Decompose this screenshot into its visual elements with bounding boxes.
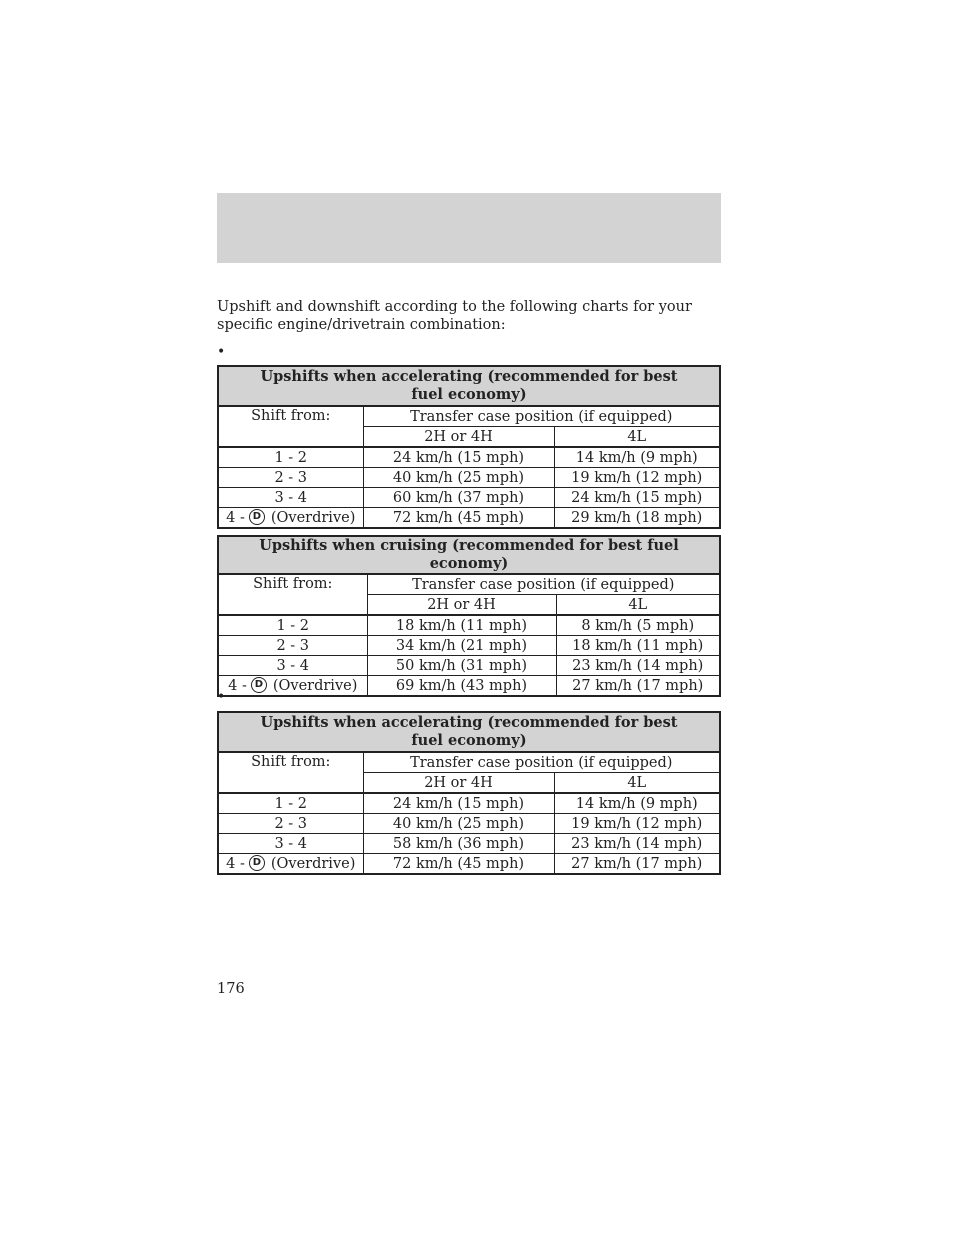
intro-paragraph: Upshift and downshift according to the following charts for your specific engine/drivetrain combination:: [217, 299, 692, 333]
table-row: [218, 834, 720, 854]
table-title: Upshifts when accelerating (recommended for best fuel economy): [218, 712, 720, 752]
shift-suffix: (Overdrive): [270, 855, 356, 872]
cruising-shift-table: [217, 535, 721, 697]
speed-2h-cell: 72 km/h (45 mph): [363, 854, 554, 875]
shift-suffix: (Overdrive): [272, 677, 358, 694]
col-header-4l: 4L: [554, 427, 720, 448]
bullet-1: •: [217, 344, 226, 360]
speed-4l-cell: 24 km/h (15 mph): [554, 488, 720, 508]
shift-suffix: (Overdrive): [270, 509, 356, 526]
section-header-band: [217, 193, 721, 263]
speed-2h-cell: 60 km/h (37 mph): [363, 488, 554, 508]
speed-2h-cell: 69 km/h (43 mph): [367, 676, 556, 697]
col-header-2h: 2H or 4H: [363, 773, 554, 794]
page-number: 176: [217, 981, 245, 997]
drive-circle-icon: D: [249, 509, 265, 525]
speed-4l-cell: 19 km/h (12 mph): [554, 468, 720, 488]
speed-4l-cell: 27 km/h (17 mph): [554, 854, 720, 875]
shift-cell: 3 - 4: [218, 834, 363, 854]
col-header-2h: 2H or 4H: [367, 595, 556, 616]
col-header-4l: 4L: [556, 595, 720, 616]
speed-2h-cell: 40 km/h (25 mph): [363, 814, 554, 834]
speed-2h-cell: 40 km/h (25 mph): [363, 468, 554, 488]
table-row: [218, 508, 720, 529]
shift-prefix: 4 -: [226, 509, 245, 526]
speed-4l-cell: 18 km/h (11 mph): [556, 636, 720, 656]
accelerating-shift-table-2: [217, 711, 721, 875]
shift-cell: 1 - 2: [218, 447, 363, 468]
transfer-case-header: Transfer case position (if equipped): [363, 752, 720, 773]
table-row: [218, 854, 720, 875]
shift-from-header: Shift from:: [218, 574, 367, 615]
transfer-case-header: Transfer case position (if equipped): [367, 574, 720, 595]
shift-from-header: Shift from:: [218, 752, 363, 793]
shift-cell: 1 - 2: [218, 615, 367, 636]
speed-4l-cell: 8 km/h (5 mph): [556, 615, 720, 636]
table-row: [218, 676, 720, 697]
table-title: Upshifts when accelerating (recommended for best fuel economy): [218, 366, 720, 406]
col-header-2h: 2H or 4H: [363, 427, 554, 448]
shift-cell: 3 - 4: [218, 488, 363, 508]
speed-2h-cell: 34 km/h (21 mph): [367, 636, 556, 656]
speed-4l-cell: 19 km/h (12 mph): [554, 814, 720, 834]
shift-cell-overdrive: [218, 676, 367, 697]
drive-circle-icon: D: [251, 677, 267, 693]
table-row: [218, 615, 720, 636]
transfer-case-header: Transfer case position (if equipped): [363, 406, 720, 427]
shift-from-header: Shift from:: [218, 406, 363, 447]
shift-prefix: 4 -: [226, 855, 245, 872]
speed-2h-cell: 72 km/h (45 mph): [363, 508, 554, 529]
shift-cell: 2 - 3: [218, 636, 367, 656]
table-row: [218, 468, 720, 488]
speed-4l-cell: 14 km/h (9 mph): [554, 447, 720, 468]
table-row: [218, 447, 720, 468]
shift-cell-overdrive: [218, 508, 363, 529]
speed-4l-cell: 14 km/h (9 mph): [554, 793, 720, 814]
table-title: Upshifts when cruising (recommended for best fuel economy): [218, 536, 720, 574]
speed-2h-cell: 50 km/h (31 mph): [367, 656, 556, 676]
shift-cell: 1 - 2: [218, 793, 363, 814]
shift-prefix: 4 -: [228, 677, 247, 694]
drive-circle-icon: D: [249, 855, 265, 871]
speed-2h-cell: 58 km/h (36 mph): [363, 834, 554, 854]
table-row: [218, 793, 720, 814]
speed-4l-cell: 27 km/h (17 mph): [556, 676, 720, 697]
shift-cell: 2 - 3: [218, 468, 363, 488]
shift-cell: 3 - 4: [218, 656, 367, 676]
table-row: [218, 814, 720, 834]
speed-4l-cell: 23 km/h (14 mph): [556, 656, 720, 676]
shift-cell-overdrive: [218, 854, 363, 875]
speed-2h-cell: 24 km/h (15 mph): [363, 793, 554, 814]
shift-cell: 2 - 3: [218, 814, 363, 834]
speed-4l-cell: 29 km/h (18 mph): [554, 508, 720, 529]
accelerating-shift-table-1: [217, 365, 721, 529]
table-row: [218, 656, 720, 676]
speed-2h-cell: 24 km/h (15 mph): [363, 447, 554, 468]
col-header-4l: 4L: [554, 773, 720, 794]
table-row: [218, 488, 720, 508]
table-row: [218, 636, 720, 656]
speed-4l-cell: 23 km/h (14 mph): [554, 834, 720, 854]
bullet-2: •: [217, 689, 226, 705]
speed-2h-cell: 18 km/h (11 mph): [367, 615, 556, 636]
